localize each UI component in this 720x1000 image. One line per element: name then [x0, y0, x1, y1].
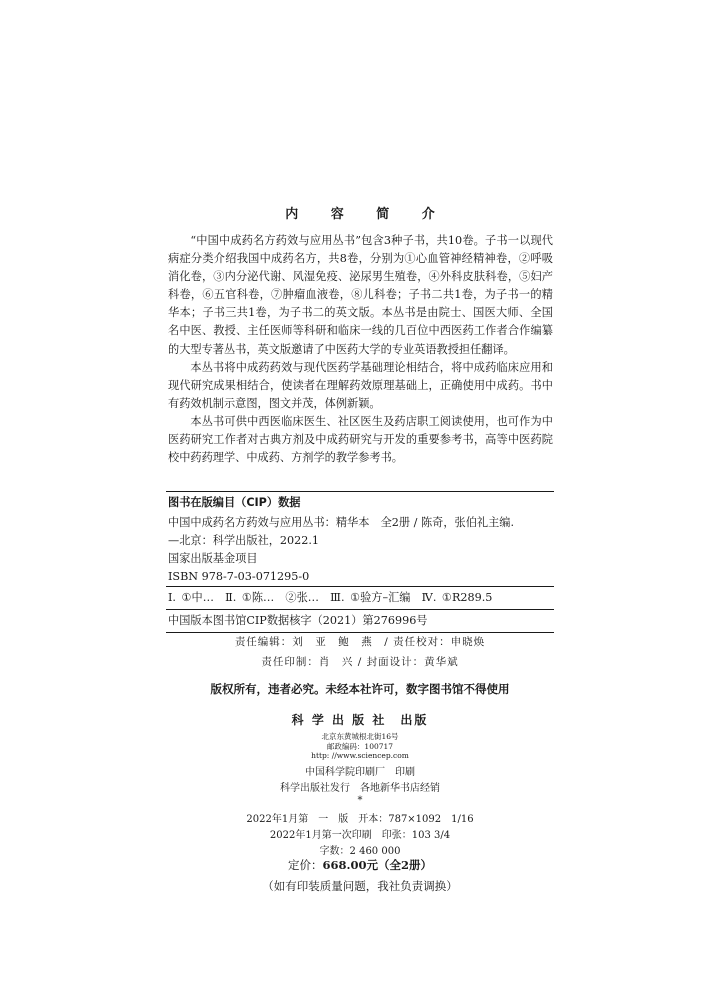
distribution: 科学出版社发行 各地新华书店经销: [280, 783, 440, 794]
summary-paragraph: 本丛书将中成药药效与现代医药学基础理论相结合，将中成药临床应用和现代研究成果相结合，使读者在理解药效原理基础上，正确使用中成药。书中有药效机制示意图，图文并茂，体例新颖。: [168, 360, 553, 410]
printing-info: 2022年1月第一次印刷 印张：103 3/4: [269, 830, 451, 841]
cip-line: —北京：科学出版社，2022.1: [168, 534, 320, 547]
quality-disclaimer: （如有印装质量问题，我社负责调换）: [262, 879, 458, 893]
summary-title: 内 容 简 介: [285, 207, 449, 222]
cip-line: 国家出版基金项目: [168, 552, 258, 565]
publisher-name: 科 学 出 版 社 出版: [291, 713, 429, 727]
cip-heading: 图书在版编目（CIP）数据: [168, 496, 301, 509]
publisher-url: http: //www.sciencep.com: [311, 751, 409, 760]
summary-text: [168, 232, 553, 467]
printer: 中国科学院印刷厂 印刷: [305, 767, 415, 778]
summary-paragraph: 本丛书可供中西医临床医生、社区医生及药店职工阅读使用，也可作为中医药研究工作者对古典方剂及中成药研究与开发的重要参考书，高等中医药院校中药药理学、中成药、方剂学的教学参考书。: [168, 414, 553, 465]
price-value: 668.00元（全2册）: [322, 858, 432, 872]
responsible-printing: 责任印制：肖 兴 / 封面设计：黄华斌: [261, 656, 459, 668]
responsible-editors: 责任编辑：刘 亚 鲍 燕 / 责任校对：申晓焕: [234, 636, 486, 648]
word-count: 字数：2 460 000: [319, 846, 401, 857]
separator-star: *: [357, 795, 363, 806]
cip-check-number: 中国版本图书馆CIP数据核字（2021）第276996号: [168, 614, 428, 627]
publisher-postcode: 邮政编码：100717: [326, 742, 394, 751]
price: [0, 857, 720, 873]
edition-info: 2022年1月第 一 版 开本：787×1092 1/16: [246, 814, 474, 825]
cip-block: [166, 491, 554, 633]
cip-line: 中国中成药名方药效与应用丛书：精华本 全2册 / 陈奇，张伯礼主编.: [168, 516, 514, 529]
price-label: 定价：: [287, 858, 323, 872]
summary-paragraph: “中国中成药名方药效与应用丛书”包含3种子书，共10卷。子书一以现代病症分类介绍我国中成药名方，共8卷，分别为①心血管神经精神卷，②呼吸消化卷，③内分泌代谢、风湿免疫、泌尿男生殖卷，④外科皮肤科卷，⑤妇产科卷，⑥五官科卷，⑦肿瘤血液卷，⑧儿科卷；子书二共1卷，为子书一的精华本；子书三共1卷，为子书二的英文版。本丛书是由院士、国医大师、全国名中医、教授、主任医师等科研和临床一线的几百位中西医药工作者合作编纂的大型专著丛书，英文版邀请了中医药大学的专业英语教授担任翻译。: [168, 234, 553, 356]
publisher-address: 北京东黄城根北街16号: [321, 732, 399, 741]
cip-bottom-rule: [166, 632, 554, 633]
cip-isbn: ISBN 978-7-03-071295-0: [168, 570, 310, 583]
rights-notice: 版权所有，违者必究。未经本社许可，数字图书馆不得使用: [210, 682, 510, 696]
cip-subjects: Ⅰ. ①中… Ⅱ. ①陈… ②张… Ⅲ. ①验方–汇编 Ⅳ. ①R289.5: [168, 591, 493, 604]
